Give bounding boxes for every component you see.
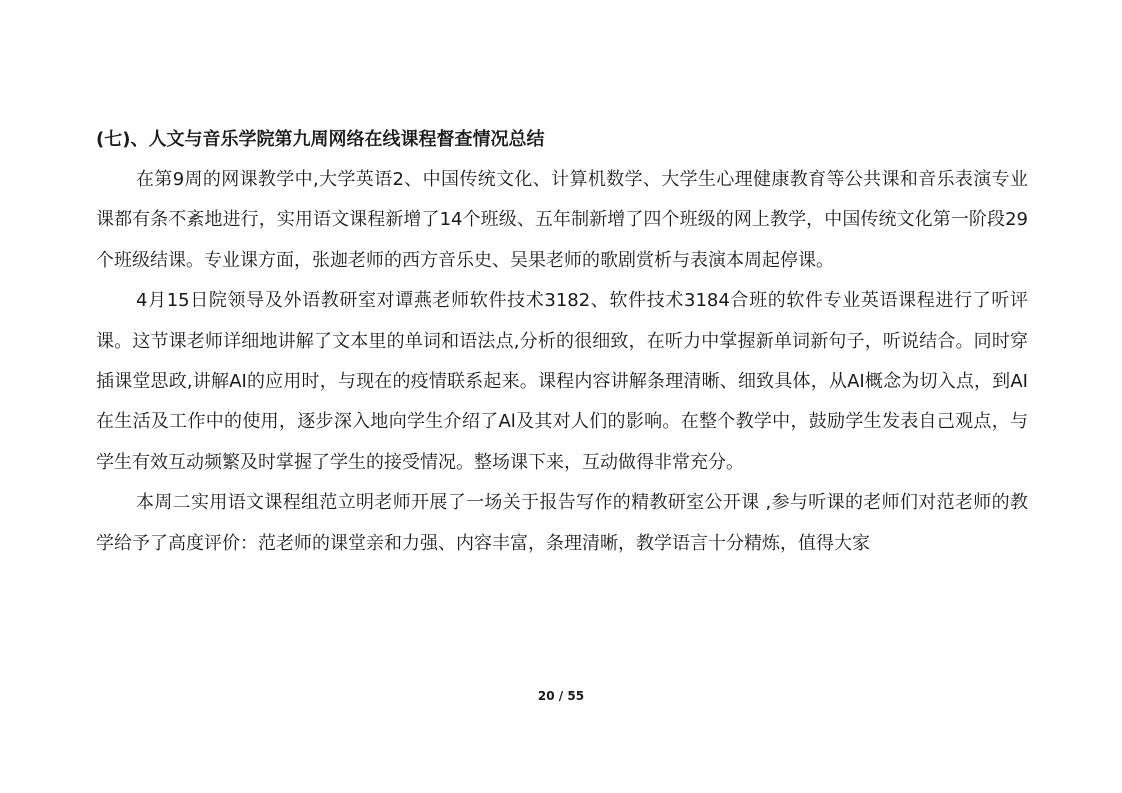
section-heading: (七)、人文与音乐学院第九周网络在线课程督查情况总结 [96,129,545,150]
paragraph-lecture-evaluation: 4月15日院领导及外语教研室对谭燕老师软件技术3182、软件技术3184合班的软件专业英语课程进行了听评课。这节课老师详细地讲解了文本里的单词和语法点,分析的很细致，在听力中掌握新单词新句子，听说结合。同时穿插课堂思政,讲解AI的应用时，与现在的疫情联系起来。课程内容讲解条理清晰、细致具体，从AI概念为切入点，到AI在生活及工作中的使用，逐步深入地向学生介绍了Al及其对人们的影响。在整个教学中，鼓励学生发表自己观点，与学生有效互动频繁及时掌握了学生的接受情况。整场课下来，互动做得非常充分。 [96,290,1028,473]
page-number: 20 / 55 [537,689,585,703]
paragraph-open-class: 本周二实用语文课程组范立明老师开展了一场关于报告写作的精教研室公开课 ,参与听课的老师们对范老师的教学给予了高度评价：范老师的课堂亲和力强、内容丰富，条理清晰，教学语言十分精炼，值得大家 [96,492,1028,554]
document-body [96,126,1028,564]
paragraph-week9-overview: 在第9周的网课教学中,大学英语2、中国传统文化、计算机数学、大学生心理健康教育等公共课和音乐表演专业课都有条不紊地进行，实用语文课程新增了14个班级、五年制新增了四个班级的网上教学，中国传统文化第一阶段29个班级结课。专业课方面，张迦老师的西方音乐史、吴果老师的歌剧赏析与表演本周起停课。 [96,169,1028,271]
